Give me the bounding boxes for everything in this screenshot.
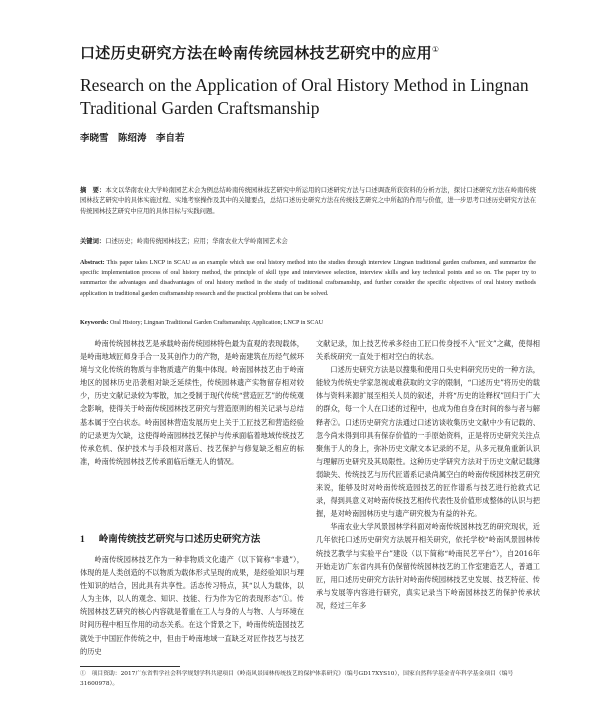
author-list: 李晓雪 陈绍涛 李自若 bbox=[80, 133, 185, 144]
section-paragraph: 岭南传统园林技艺作为一种非物质文化遗产（以下简称“非遗”），体现的是人类创造的不以物质为载体形式呈现的成果，是经验知识与理性知识的结合，因此具有共享性。活态传习特点，其“以人为载体，以人为主体，以人的观念、知识、技能、行为作为它的表现形态”①。传统园林技艺研究的核心内容就是着重在工人与身的人与物、人与环境在时间历程中相互作用的动态关系。在这个背景之下，岭南传统造园技艺就处于中国匠作传统之中，但由于岭南地域一直缺乏对匠作技艺与技艺的历史 bbox=[80, 555, 304, 656]
english-abstract bbox=[80, 258, 536, 299]
english-abstract-text: This paper takes LNCP in SCAU as an example which use oral history method into the studies through interview Lingnan traditional garden craftsmen, and summarize the specific implementation process of oral history method, the principle of skill type and interviewee selection, interview skills and key technical points and so on. The paper try to summarize the advantages and disadvantages of oral history method in the study of traditional craftsmanship, and further consider the specific objectives of oral history methods application in traditional garden craftsmanship research and the practical problems that can be solved. bbox=[80, 260, 536, 297]
english-keywords bbox=[80, 318, 536, 328]
right-column-paragraph-1: 文献记录，加上技艺传承多经由工匠口传身授不入“匠文”之藏，使得相关系统研究一直处于相对空白的状态。 bbox=[316, 339, 540, 362]
intro-paragraph: 岭南传统园林技艺是承载岭南传统园林特色最为直观的表现载体，是岭南地域匠师身手合一及其创作力的产物，是岭南建筑在历经气候环境与文化传统的物质与非物质遗产的集中体现。岭南园林技艺由于岭南地区的园林历史沿袭相对缺乏延续性，传统园林遗产实物留存相对较少，历史文献记录较为零散，加之受制于现代传统“营造匠艺”的传统观念影响，使得关于岭南传统园林技艺研究与营造原则的相关记录与总结基本属于空白状态。岭南园林营造发展历史上关于工匠技艺和营造经验的记录更为欠缺，这使得岭南园林技艺保护与传承面临着地域传统技艺传承危机、保护技术与手段相对落后、技艺保护与修复缺乏相应的标准，岭南传统园林技艺传承面临后继无人的情况。 bbox=[80, 339, 304, 466]
chinese-title bbox=[80, 42, 540, 63]
chinese-keywords bbox=[80, 237, 536, 247]
section-heading bbox=[80, 531, 304, 545]
left-column-intro bbox=[80, 337, 304, 468]
chinese-abstract bbox=[80, 186, 536, 217]
chinese-keywords-text: 口述历史；岭南传统园林技艺；应用；华南农业大学岭南园艺术会 bbox=[105, 238, 288, 245]
footnote: ① 项目资助：2017广东省哲学社会科学规划学科共建项目《岭南风景园林传统技艺的保护体系研究》（编号GD17XYS10），国家自然科学基金青年科学基金项目（编号31600978）。 bbox=[80, 671, 514, 687]
right-column-paragraph-2: 口述历史研究方法是以搜集和使用口头史料研究历史的一种方法，能较为传统史学家忽视或难获取的文字的限制，“口述历史”将历史的载体与资料来源扩展至相关人员的叙述，并将“历史的诠释权”回归于广大的群众，每一个人在口述的过程中，也成为他自身在时间的参与者与解释者②。口述历史研究方法通过口述访谈收集历史文献中少有记载的、忽今尚未得到印具有保存价值的一手原始资料，正是将历史研究关注点聚焦于人的身上，弥补历史文献文本记录的不足，从多元视角重新认识与理解历史研究及其局限性。这种历史学研究方法对于历史文献记载薄弱缺失、传统技艺与历代匠谱系记录尚属空白的岭南传统园林技艺研究来说，能够及时对岭南传统造园技艺的匠作谱系与技艺进行抢救式记录，得到具意义对岭南传统技艺相传代表性及价值形成整体的认识与把握，是对岭南园林历史与遗产研究极为有益的补充。 bbox=[316, 365, 540, 519]
chinese-abstract-label: 摘 要： bbox=[80, 187, 106, 194]
english-abstract-label: Abstract: bbox=[80, 260, 105, 266]
section-number: 1 bbox=[80, 535, 85, 545]
right-column-paragraph-3: 华南农业大学风景园林学科面对岭南传统园林技艺的研究现状，近几年依托口述历史研究方法展开相关研究，依托学校“岭南风景园林传统技艺教学与实验平台”建设（以下简称“岭南民艺平台”），自2016年开始走访广东省内具有仍保留传统园林技艺的工作室建造艺人，普通工匠，用口述历史研究方法针对岭南传统园林技艺史发展、技艺特征、传承与发展等内容进行研究，真实记录当下岭南园林技艺的保护传承状况，经过三年多 bbox=[316, 522, 540, 610]
chinese-title-text: 口述历史研究方法在岭南传统园林技艺研究中的应用 bbox=[80, 44, 432, 62]
right-column bbox=[316, 337, 540, 612]
chinese-abstract-text: 本文以华南农业大学岭南园艺术会为例总结岭南传统园林技艺研究中所运用的口述研究方法与口述调查所获资料的分析方法，探讨口述研究方法在岭南传统园林技艺研究中的具体实施过程、实地考察操作及其中的关键要点，总结口述历史研究方法在传统技艺研究之中所起的作用与价值，进一步思考口述历史研究方法在传统园林技艺研究中应用的具体目标与实践问题。 bbox=[80, 187, 537, 215]
chinese-keywords-label: 关键词： bbox=[80, 238, 106, 245]
english-title: Research on the Application of Oral History Method in Lingnan Traditional Garden Craftsmanship bbox=[80, 75, 529, 118]
title-footnote-marker: ① bbox=[431, 45, 440, 54]
english-keywords-text: Oral History; Lingnan Traditional Garden Craftsmanship; Application; LNCP in SCAU bbox=[109, 320, 324, 326]
section-title: 岭南传统技艺研究与口述历史研究方法 bbox=[98, 534, 261, 545]
english-keywords-label: Keywords: bbox=[80, 320, 109, 326]
footnote-divider bbox=[80, 666, 180, 667]
left-column-section bbox=[80, 553, 304, 658]
